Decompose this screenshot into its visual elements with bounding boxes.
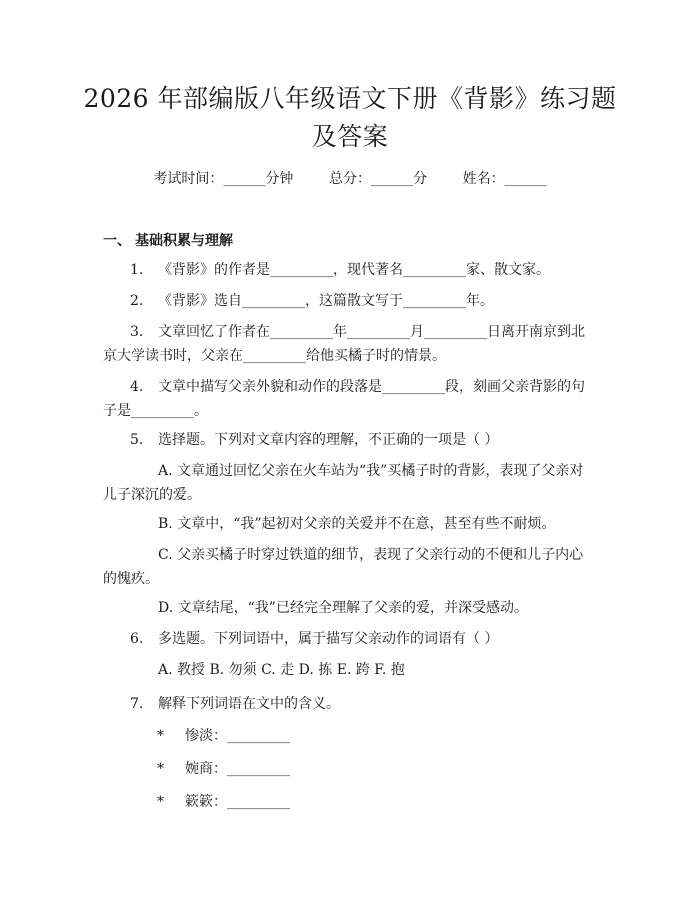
options-6: A. 教授 B. 勿须 C. 走 D. 拣 E. 跨 F. 抱 (158, 662, 405, 678)
question-6 (103, 627, 597, 651)
question-2 (103, 289, 597, 313)
bullet-star: * (157, 728, 164, 744)
question-7 (103, 692, 597, 716)
term-text: 惨淡：_________ (185, 728, 290, 744)
exam-info-line (0, 168, 700, 188)
option-5d: D. 文章结尾，“我”已经完全理解了父亲的爱，并深受感动。 (158, 600, 528, 616)
question-number: 4. (130, 379, 144, 395)
question-number: 3. (130, 324, 144, 340)
question-text: 《背影》选自_________，这篇散文写于_________年。 (158, 293, 494, 309)
question-4 (103, 375, 597, 423)
question-text: 《背影》的作者是_________，现代著名_________家、散文家。 (158, 262, 550, 278)
exam-time: 考试时间：______分钟 (153, 171, 294, 187)
question-text: 多选题。下列词语中，属于描写父亲动作的词语有（ ） (158, 631, 499, 647)
bullet-star: * (157, 761, 164, 777)
question-number: 2. (130, 293, 144, 309)
question-1 (103, 258, 597, 282)
term-item (157, 757, 290, 781)
question-text: 文章回忆了作者在_________年_________月_________日离开南京到北京大学读书时，父亲在_________给他买橘子时的情景。 (103, 324, 585, 364)
question-number: 6. (130, 631, 144, 647)
question-5 (103, 428, 597, 452)
bullet-star: * (157, 794, 164, 810)
section-number: 一、 (103, 233, 131, 249)
page-title: 2026 年部编版八年级语文下册《背影》练习题及答案 (83, 84, 617, 151)
option-5c: C. 父亲买橘子时穿过铁道的细节，表现了父亲行动的不便和儿子内心的愧疚。 (103, 547, 584, 587)
student-name: 姓名：______ (462, 171, 547, 187)
term-item (157, 724, 290, 748)
term-item (157, 790, 290, 814)
question-3 (103, 320, 597, 368)
question-number: 5. (130, 432, 144, 448)
question-text: 选择题。下列对文章内容的理解，不正确的一项是（ ） (158, 432, 499, 448)
option-5b: B. 文章中，“我”起初对父亲的关爱并不在意，甚至有些不耐烦。 (158, 516, 556, 532)
question-text: 解释下列词语在文中的含义。 (158, 696, 340, 712)
term-text: 婉商：_________ (185, 761, 290, 777)
question-number: 1. (130, 262, 144, 278)
question-number: 7. (130, 696, 144, 712)
section-label: 基础积累与理解 (135, 233, 233, 249)
question-text: 文章中描写父亲外貌和动作的段落是_________段，刻画父亲背影的句子是_________。 (103, 379, 585, 419)
option-5a: A. 文章通过回忆父亲在火车站为“我”买橘子时的背影，表现了父亲对儿子深沉的爱。 (103, 463, 584, 503)
term-text: 簌簌：_________ (185, 794, 290, 810)
section-heading (103, 230, 233, 250)
total-score: 总分：______分 (329, 171, 427, 187)
